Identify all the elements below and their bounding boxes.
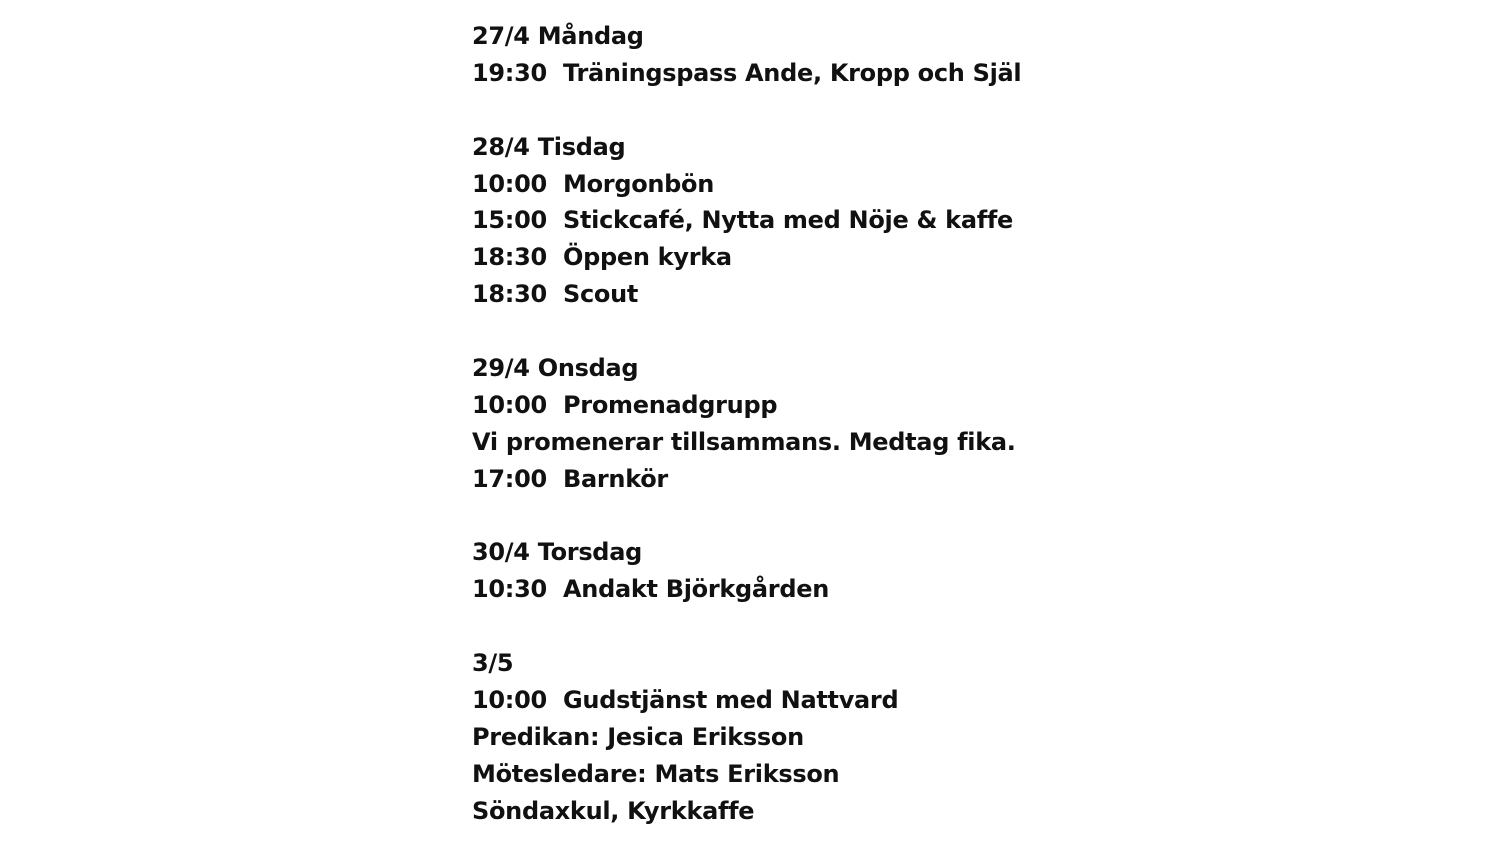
event-line: 18:30 Scout <box>472 280 639 309</box>
day-heading: 29/4 Onsdag <box>472 354 639 383</box>
day-heading: 3/5 <box>472 649 514 678</box>
day-heading: 28/4 Tisdag <box>472 132 626 161</box>
spacer <box>472 498 1472 535</box>
event-line: 10:30 Andakt Björkgården <box>472 575 829 604</box>
event-line: 18:30 Öppen kyrka <box>472 243 732 272</box>
event-line: 10:00 Gudstjänst med Nattvard <box>472 686 899 715</box>
spacer <box>472 608 1472 645</box>
weekly-schedule <box>472 18 1472 830</box>
event-line: Predikan: Jesica Eriksson <box>472 722 804 751</box>
day-heading: 30/4 Torsdag <box>472 538 642 567</box>
event-line: Vi promenerar tillsammans. Medtag fika. <box>472 427 1016 456</box>
event-line: Mötesledare: Mats Eriksson <box>472 759 840 788</box>
event-line: 17:00 Barnkör <box>472 464 668 493</box>
event-line: 10:00 Promenadgrupp <box>472 390 778 419</box>
spacer <box>472 313 1472 350</box>
event-line: 15:00 Stickcafé, Nytta med Nöje & kaffe <box>472 206 1013 235</box>
event-line: Söndaxkul, Kyrkkaffe <box>472 796 755 825</box>
day-heading: 27/4 Måndag <box>472 22 644 50</box>
spacer <box>472 92 1472 129</box>
event-line: 19:30 Träningspass Ande, Kropp och Själ <box>472 58 1022 87</box>
event-line: 10:00 Morgonbön <box>472 169 715 198</box>
